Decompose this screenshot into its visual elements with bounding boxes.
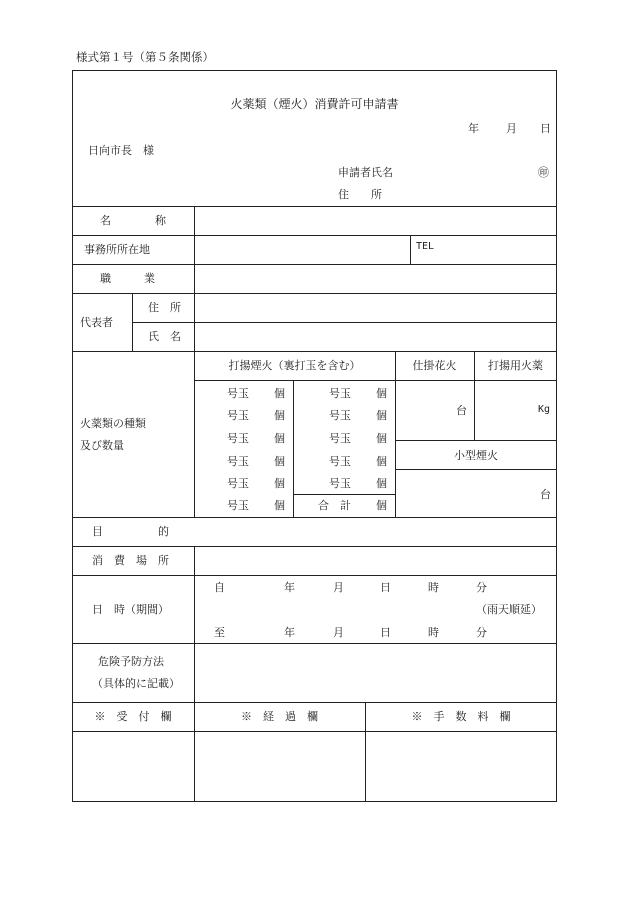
rain-note: （雨天順延）: [476, 603, 542, 616]
count-unit: 個: [274, 499, 285, 512]
row-divider: [72, 731, 557, 732]
fireworks-divider: [293, 380, 294, 517]
powder-unit: Kg: [538, 404, 551, 415]
row-divider: [72, 643, 557, 644]
row-divider: [72, 351, 557, 352]
purpose-label: 目 的: [92, 525, 169, 538]
fireworks-inner-line: [395, 440, 557, 441]
set-unit: 台: [456, 404, 467, 417]
aerial-fireworks-header: 打揚煙火（裏打玉を含む）: [228, 359, 361, 372]
fireworks-divider: [395, 351, 396, 517]
count-unit: 個: [376, 477, 387, 490]
from-minute: 分: [476, 581, 487, 594]
count-unit: 個: [376, 409, 387, 422]
row-divider: [72, 206, 557, 207]
shell-unit: 号玉: [227, 477, 249, 490]
total-line: [293, 494, 395, 495]
shell-unit: 号玉: [329, 477, 351, 490]
set-fireworks-header: 仕掛花火: [412, 359, 457, 372]
from-month: 月: [333, 581, 344, 594]
count-unit: 個: [376, 432, 387, 445]
representative-divider: [132, 293, 133, 351]
count-unit: 個: [274, 477, 285, 490]
row-divider: [72, 293, 557, 294]
tel-divider: [410, 235, 411, 264]
applicant-address-label: 住 所: [338, 188, 382, 201]
progress-column-header: ※ 経 過 欄: [241, 710, 318, 723]
form-title: 火薬類（煙火）消費許可申請書: [230, 97, 399, 111]
from-hour: 時: [428, 581, 439, 594]
form-number: 様式第１号（第５条関係）: [76, 50, 214, 64]
to-hour: 時: [428, 626, 439, 639]
count-unit: 個: [376, 455, 387, 468]
from-day: 日: [380, 581, 391, 594]
shell-unit: 号玉: [329, 409, 351, 422]
shell-unit: 号玉: [227, 499, 249, 512]
reception-column-header: ※ 受 付 欄: [94, 710, 172, 723]
date-month: 月: [506, 122, 517, 135]
count-unit: 個: [274, 432, 285, 445]
count-unit: 個: [274, 387, 285, 400]
rep-address-label: 住 所: [148, 301, 181, 314]
count-unit: 個: [274, 455, 285, 468]
to-minute: 分: [476, 626, 487, 639]
from-label: 自: [214, 581, 225, 594]
count-unit: 個: [274, 409, 285, 422]
fireworks-header-line: [194, 380, 557, 381]
small-unit: 台: [540, 488, 551, 501]
fireworks-kind-label: 火薬類の種類: [80, 417, 146, 430]
row-divider: [72, 264, 557, 265]
to-month: 月: [333, 626, 344, 639]
row-divider: [72, 235, 557, 236]
name-label: 名 称: [100, 214, 166, 227]
from-year: 年: [284, 581, 295, 594]
launch-powder-header: 打揚用火薬: [488, 359, 543, 372]
office-label: 事務所所在地: [84, 243, 150, 256]
shell-unit: 号玉: [329, 455, 351, 468]
shell-unit: 号玉: [329, 432, 351, 445]
to-label: 至: [214, 626, 225, 639]
date-day: 日: [540, 122, 551, 135]
fireworks-inner-line: [395, 469, 557, 470]
prevention-label: 危険予防方法: [98, 655, 164, 668]
count-unit: 個: [376, 499, 387, 512]
to-day: 日: [380, 626, 391, 639]
small-fireworks-header: 小型煙火: [454, 449, 498, 462]
date-year: 年: [468, 122, 479, 135]
addressee: 日向市長 様: [88, 144, 154, 157]
to-year: 年: [284, 626, 295, 639]
place-label: 消 費 場 所: [92, 554, 169, 567]
shell-unit: 号玉: [227, 409, 249, 422]
seal-mark: ㊞: [538, 166, 549, 179]
shell-unit: 号玉: [227, 455, 249, 468]
shell-unit: 号玉: [329, 387, 351, 400]
rep-name-label: 氏 名: [148, 330, 181, 343]
datetime-label: 日 時（期間）: [92, 603, 169, 616]
applicant-name-label: 申請者氏名: [338, 166, 393, 179]
row-divider: [72, 546, 557, 547]
application-form: [72, 70, 557, 802]
representative-label: 代表者: [80, 316, 113, 329]
fee-column-header: ※ 手 数 料 欄: [411, 710, 511, 723]
tel-label: TEL: [416, 241, 435, 252]
row-divider: [132, 322, 557, 323]
total-label: 合 計: [318, 499, 351, 512]
row-divider: [72, 702, 557, 703]
shell-unit: 号玉: [227, 387, 249, 400]
shell-unit: 号玉: [227, 432, 249, 445]
row-divider: [72, 517, 557, 518]
count-unit: 個: [376, 387, 387, 400]
label-column-divider: [194, 546, 195, 702]
fireworks-qty-label: 及び数量: [80, 439, 124, 452]
prevention-note: （具体的に記載）: [92, 677, 180, 690]
row-divider: [72, 575, 557, 576]
occupation-label: 職 業: [100, 272, 155, 285]
